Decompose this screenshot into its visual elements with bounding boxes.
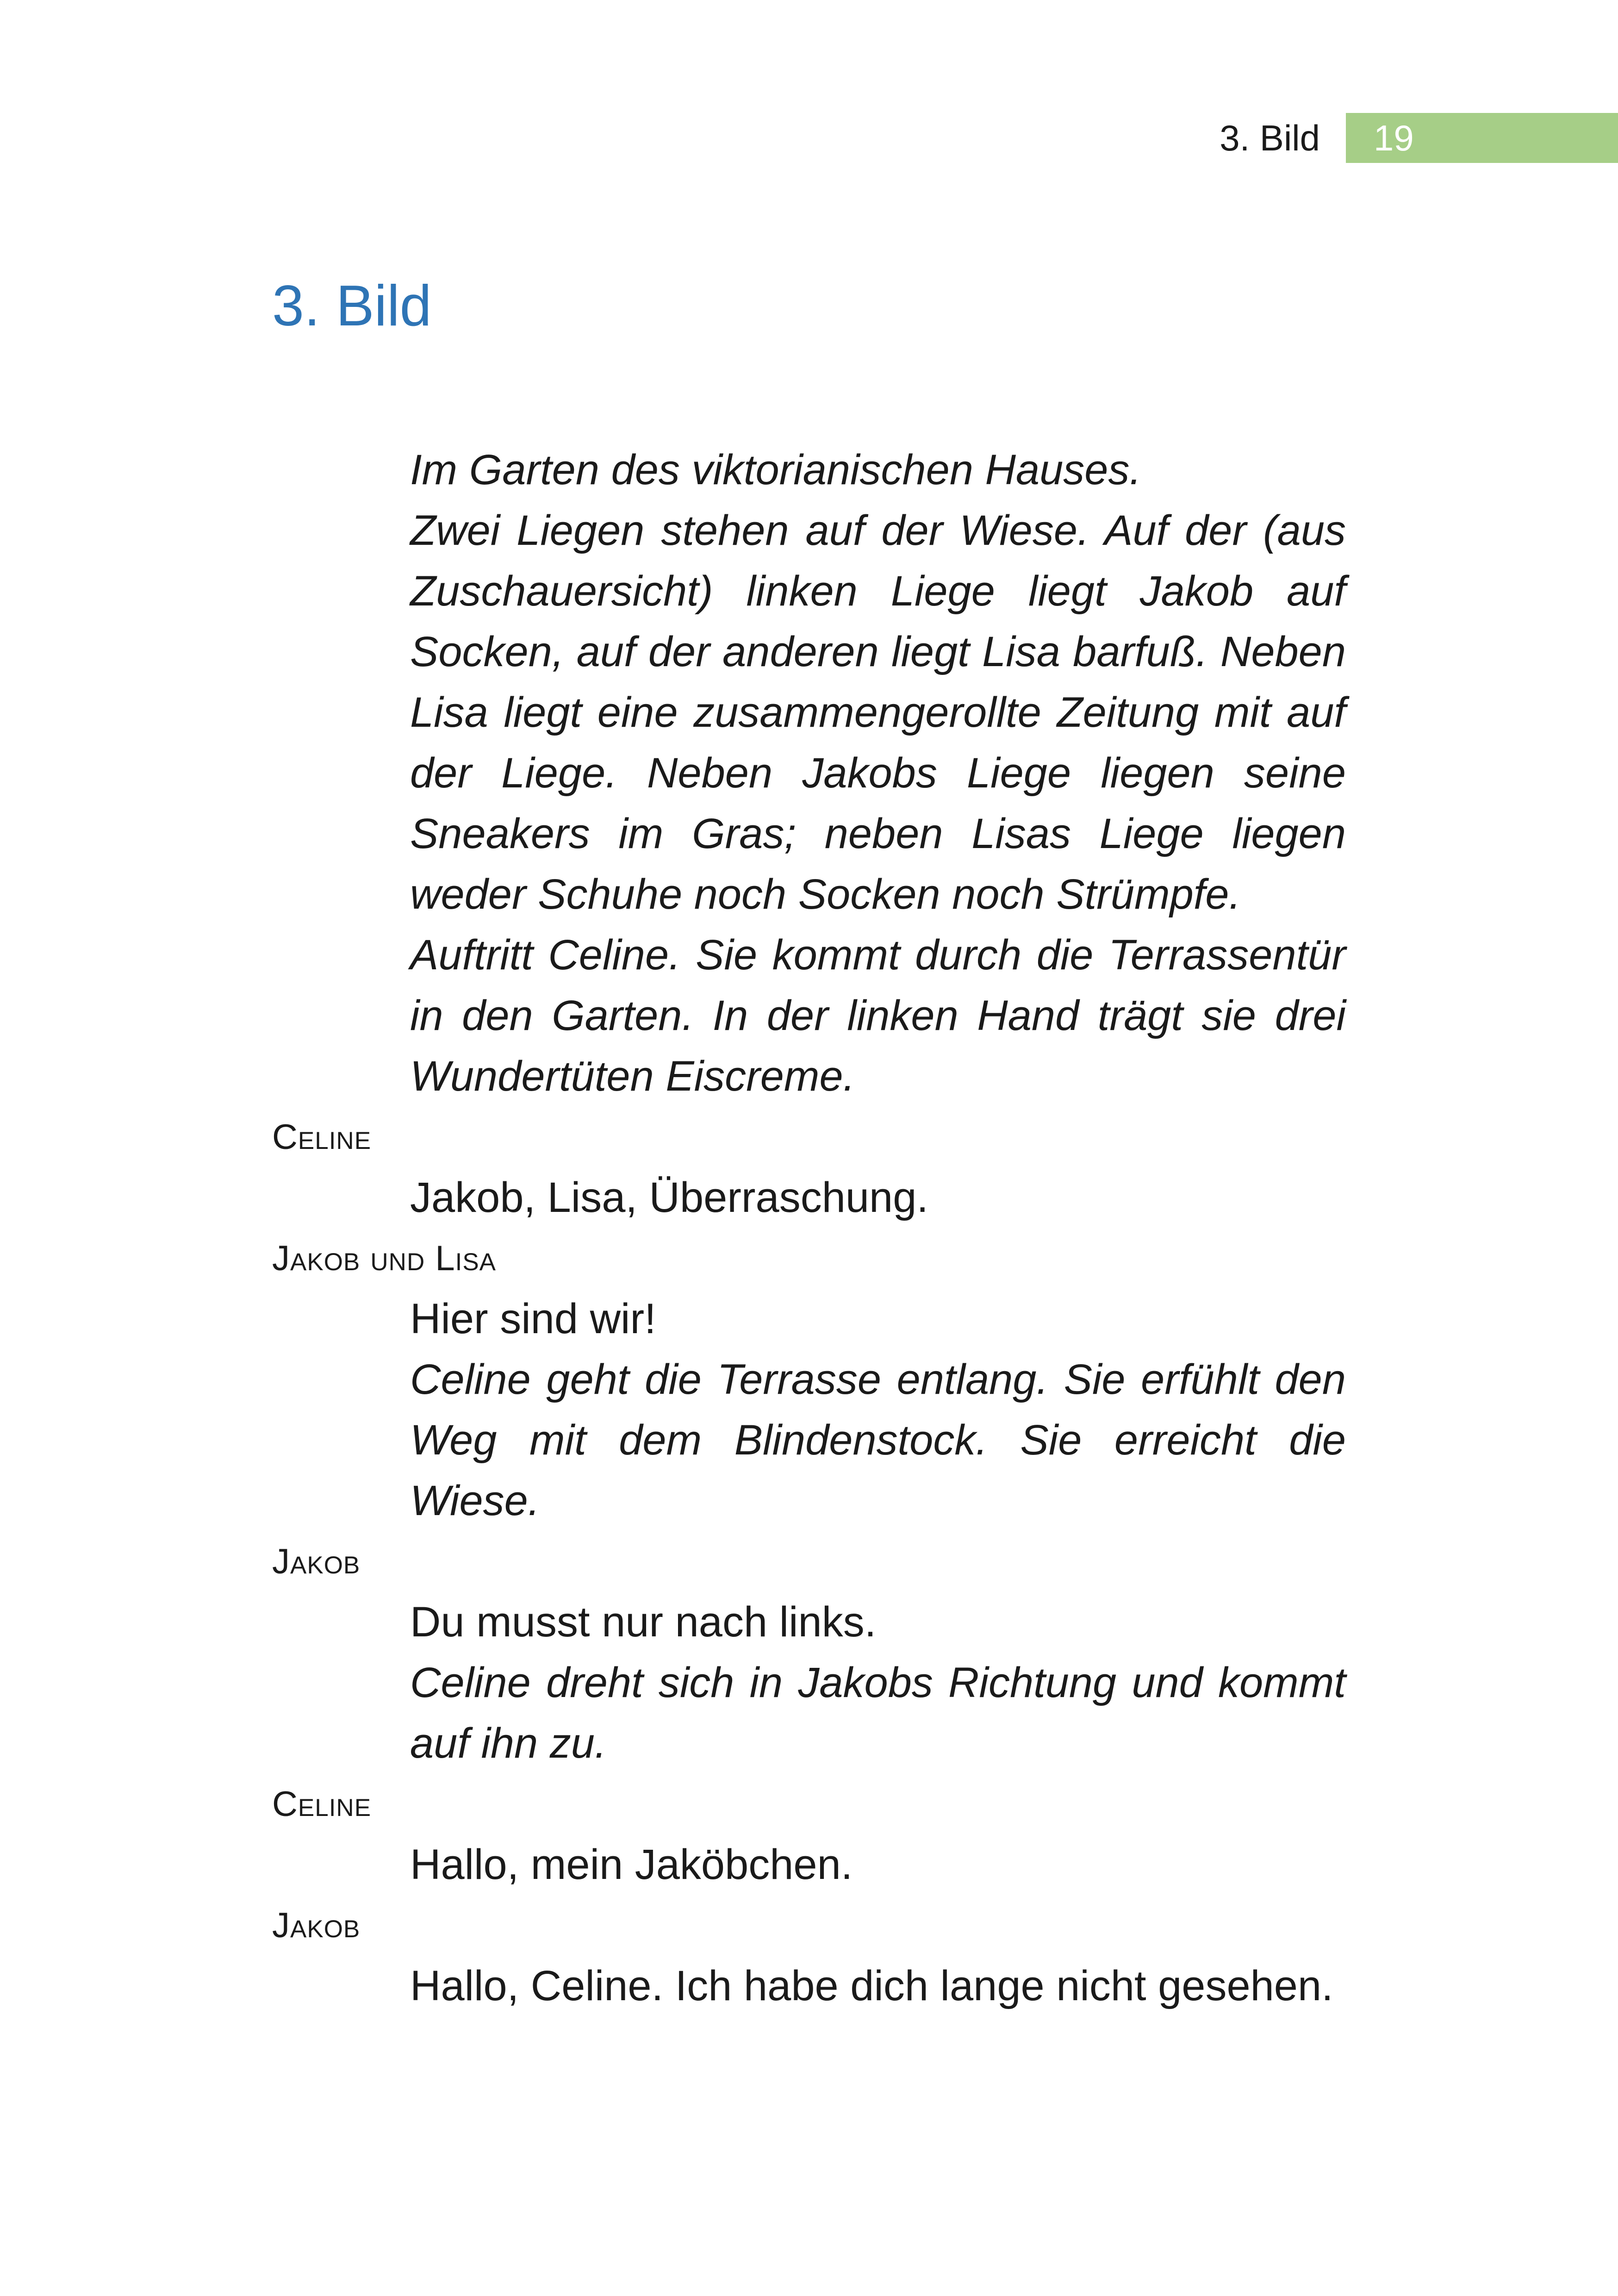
dialogue-line: Hier sind wir! — [410, 1295, 656, 1342]
script-body — [272, 440, 1346, 2016]
running-title: 3. Bild — [1220, 117, 1320, 158]
page-number-box — [1346, 113, 1618, 163]
stage-direction: Auftritt Celine. Sie kommt durch die Terrassentür in den Garten. In der linken Hand trägt sie drei Wundertüten Eiscreme. — [410, 931, 1346, 1100]
dialogue-line: Hallo, Celine. Ich habe dich lange nicht gesehen. — [410, 1962, 1333, 2009]
dialogue-line: Hallo, mein Jaköbchen. — [410, 1841, 853, 1888]
speaker-name: Celine — [272, 1117, 372, 1157]
stage-direction: Celine geht die Terrasse entlang. Sie erfühlt den Weg mit dem Blindenstock. Sie erreicht die Wiese. — [410, 1356, 1346, 1524]
stage-direction: Im Garten des viktorianischen Hauses. — [410, 446, 1142, 493]
speaker-name: Jakob — [272, 1542, 361, 1581]
stage-direction: Celine dreht sich in Jakobs Richtung und kommt auf ihn zu. — [410, 1659, 1346, 1767]
speaker-name: Celine — [272, 1784, 372, 1824]
speaker-name: Jakob und Lisa — [272, 1239, 497, 1278]
page-number: 19 — [1374, 117, 1414, 158]
dialogue-line: Jakob, Lisa, Überraschung. — [410, 1174, 928, 1221]
stage-direction: Zwei Liegen stehen auf der Wiese. Auf der (aus Zuschauersicht) linken Liege liegt Jakob auf Socken, auf der anderen liegt Lisa barfuß. Neben Lisa liegt eine zusammengerollte Zeitung mit auf der Liege. Neben Jakobs Liege liegen seine Sneakers im Gras; neben Lisas Liege liegen weder Schuhe noch Socken noch Strümpfe. — [410, 507, 1346, 918]
chapter-title: 3. Bild — [272, 274, 432, 338]
page-header — [1220, 113, 1618, 163]
dialogue-line: Du musst nur nach links. — [410, 1598, 877, 1646]
speaker-name: Jakob — [272, 1906, 361, 1945]
